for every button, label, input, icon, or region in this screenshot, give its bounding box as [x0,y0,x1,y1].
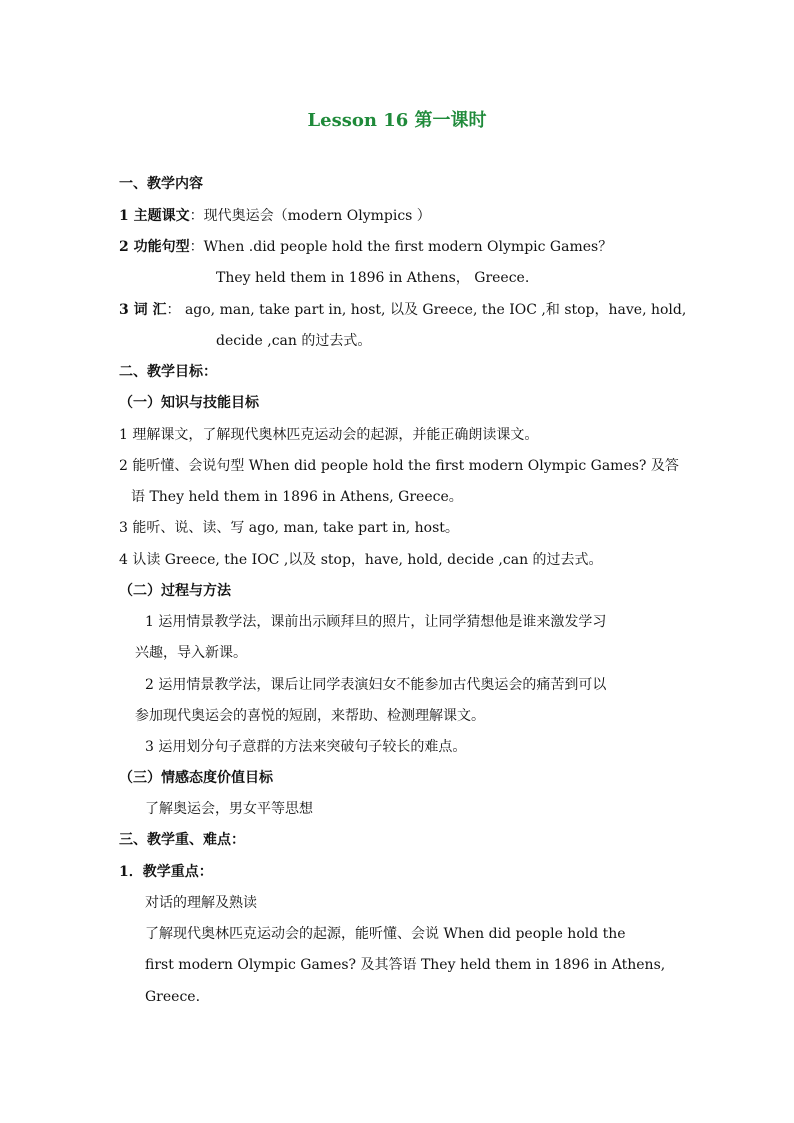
knowledge-item-3: 3 能听、说、读、写 ago, man, take part in, host。 [119,520,459,536]
vocab-line-1 [119,300,686,320]
vocab-label: 3 词 汇 [119,302,167,318]
focus-item-2-line-3: Greece. [145,989,201,1005]
process-item-2-line-2: 参加现代奥运会的喜悦的短剧，来帮助、检测理解课文。 [135,708,485,724]
process-item-3: 3 运用划分句子意群的方法来突破句子较长的难点。 [145,739,467,755]
section-3-heading: 三、教学重、难点： [119,832,245,848]
knowledge-item-2-line-2: 语 They held them in 1896 in Athens, Greece。 [131,489,463,505]
subsection-emotion-heading: （三）情感态度价值目标 [119,770,273,786]
emotion-item: 了解奥运会，男女平等思想 [145,801,313,817]
process-item-2-line-1: 2 运用情景教学法，课后让同学表演妇女不能参加古代奥运会的痛苦到可以 [145,677,607,693]
section-1-heading: 一、教学内容 [119,176,203,192]
focus-item-2-line-1: 了解现代奥林匹克运动会的起源，能听懂、会说 When did people hold the [145,926,626,942]
function-sentence-1: ：When .did people hold the first modern Olympic Games？ [189,239,613,255]
knowledge-item-4: 4 认读 Greece, the IOC ,以及 stop，have, hold, decide ,can 的过去式。 [119,552,603,568]
focus-item-1: 对话的理解及熟读 [145,895,257,911]
process-item-1-line-2: 兴趣，导入新课。 [135,645,247,661]
function-label: 2 功能句型 [119,239,190,255]
function-line-1 [119,237,612,257]
process-item-1-line-1: 1 运用情景教学法，课前出示顾拜旦的照片，让同学猜想他是谁来激发学习 [145,614,607,630]
subsection-knowledge-heading: （一）知识与技能目标 [119,395,259,411]
vocab-text-2: decide ,can 的过去式。 [216,333,372,349]
knowledge-item-1: 1 理解课文，了解现代奥林匹克运动会的起源，并能正确朗读课文。 [119,427,539,443]
function-sentence-2: They held them in 1896 in Athens， Greece. [216,270,530,286]
topic-line [119,206,431,226]
topic-label: 1 主题课文 [119,208,190,224]
vocab-text-1: ： ago, man, take part in, host, 以及 Greece, the IOC ,和 stop，have, hold, [166,302,687,318]
page-title: Lesson 16 第一课时 [307,110,487,131]
focus-heading: 1．教学重点： [119,864,213,880]
section-2-heading: 二、教学目标： [119,364,217,380]
topic-text: ：现代奥运会（modern Olympics ） [189,208,431,224]
focus-item-2-line-2: first modern Olympic Games? 及其答语 They held them in 1896 in Athens, [145,957,666,973]
knowledge-item-2-line-1: 2 能听懂、会说句型 When did people hold the first modern Olympic Games? 及答 [119,458,679,474]
subsection-process-heading: （二）过程与方法 [119,583,231,599]
